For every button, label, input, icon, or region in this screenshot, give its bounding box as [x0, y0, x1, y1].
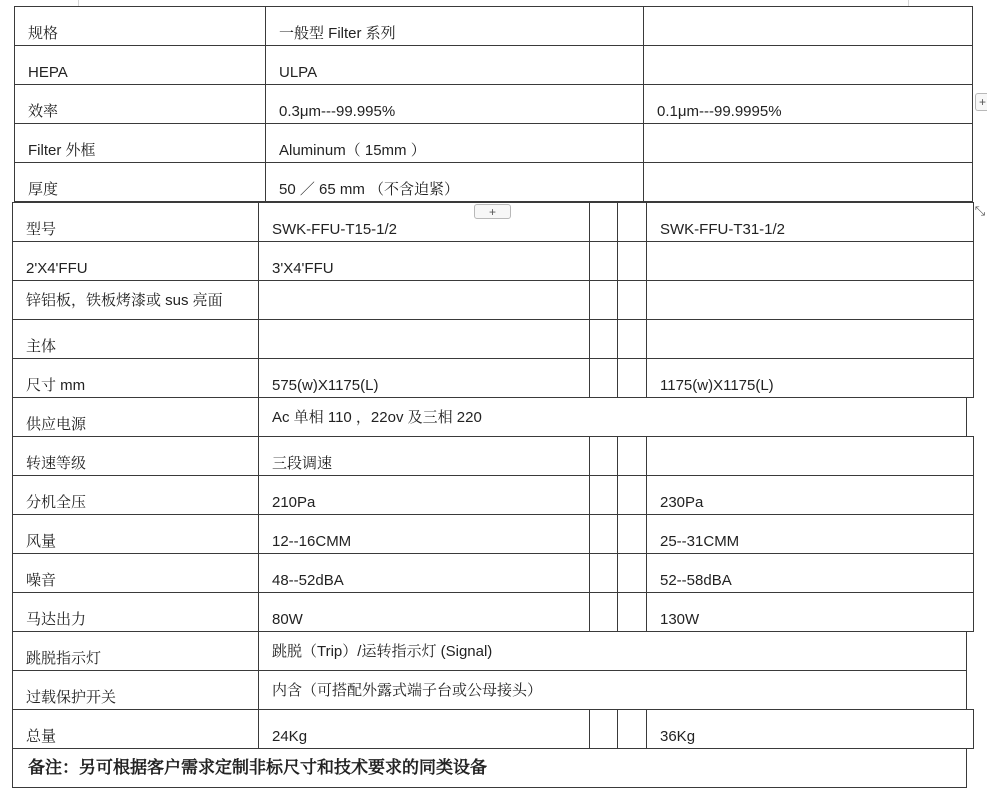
add-column-button[interactable]: + [975, 93, 987, 111]
spec-label-cell: Filter 外框 [14, 123, 266, 163]
ffu-value-cell: 12--16CMM [258, 514, 590, 554]
ffu-merged-value-cell: 跳脱（Trip）/运转指示灯 (Signal) [258, 631, 967, 671]
ffu-label-cell: 2'X4'FFU [12, 241, 259, 281]
ffu-value-cell: 80W [258, 592, 590, 632]
ffu-label-cell: 总量 [12, 709, 259, 749]
ffu-value-cell-alt: 52--58dBA [646, 553, 974, 593]
ffu-spacer-cell [589, 202, 618, 242]
spec-label-cell: HEPA [14, 45, 266, 85]
spec-value-cell-alt [643, 162, 973, 202]
ffu-value-cell: 3'X4'FFU [258, 241, 590, 281]
ffu-spacer-cell [589, 592, 618, 632]
ffu-value-cell [258, 280, 590, 320]
ffu-label-cell: 尺寸 mm [12, 358, 259, 398]
ffu-spacer-cell [617, 280, 647, 320]
ffu-spacer-cell [617, 319, 647, 359]
ffu-spacer-cell [589, 436, 618, 476]
ffu-spacer-cell [589, 241, 618, 281]
ffu-spacer-cell [617, 475, 647, 515]
ffu-value-cell-alt [646, 319, 974, 359]
ffu-label-cell: 分机全压 [12, 475, 259, 515]
ffu-label-cell: 型号 [12, 202, 259, 242]
ffu-spacer-cell [617, 202, 647, 242]
ffu-spacer-cell [617, 436, 647, 476]
ffu-value-cell: 575(w)X1175(L) [258, 358, 590, 398]
ffu-value-cell-alt: SWK-FFU-T31-1/2 [646, 202, 974, 242]
ffu-merged-value-cell: Ac 单相 110 ，22ov 及三相 220 [258, 397, 967, 437]
ffu-value-cell: 210Pa [258, 475, 590, 515]
ffu-label-cell: 锌铝板，铁板烤漆或 sus 亮面 [12, 280, 259, 320]
ffu-spacer-cell [617, 358, 647, 398]
ffu-value-cell-alt: 130W [646, 592, 974, 632]
spec-value-cell-alt [643, 123, 973, 163]
spec-value-cell-alt [643, 45, 973, 85]
spec-value-cell-alt [643, 6, 973, 46]
add-row-button[interactable]: + [474, 204, 511, 219]
ffu-value-cell-alt [646, 241, 974, 281]
ffu-label-cell: 跳脱指示灯 [12, 631, 259, 671]
spec-value-cell: 50 ／ 65 mm （不含迫紧） [265, 162, 644, 202]
ffu-spacer-cell [617, 592, 647, 632]
table-resize-handle[interactable]: ⤡ [974, 202, 986, 218]
ffu-label-cell: 过载保护开关 [12, 670, 259, 710]
ffu-label-cell: 供应电源 [12, 397, 259, 437]
spec-value-cell: ULPA [265, 45, 644, 85]
spec-label-cell: 厚度 [14, 162, 266, 202]
ffu-spacer-cell [589, 709, 618, 749]
spec-label-cell: 规格 [14, 6, 266, 46]
spec-value-cell: 一般型 Filter 系列 [265, 6, 644, 46]
ffu-spacer-cell [617, 241, 647, 281]
ffu-value-cell [258, 319, 590, 359]
ffu-spacer-cell [617, 514, 647, 554]
ffu-label-cell: 马达出力 [12, 592, 259, 632]
ffu-spacer-cell [617, 553, 647, 593]
ffu-value-cell-alt [646, 280, 974, 320]
spec-value-cell: 0.3μm---99.995% [265, 84, 644, 124]
ffu-label-cell: 风量 [12, 514, 259, 554]
ffu-spacer-cell [589, 358, 618, 398]
ffu-merged-value-cell: 内含（可搭配外露式端子台或公母接头） [258, 670, 967, 710]
ffu-spacer-cell [589, 319, 618, 359]
ffu-value-cell-alt: 1175(w)X1175(L) [646, 358, 974, 398]
spec-value-cell: Aluminum（ 15mm ） [265, 123, 644, 163]
spec-value-cell-alt: 0.1μm---99.9995% [643, 84, 973, 124]
ffu-value-cell: SWK-FFU-T15-1/2 [258, 202, 590, 242]
ffu-spacer-cell [589, 280, 618, 320]
ffu-label-cell: 噪音 [12, 553, 259, 593]
ffu-spacer-cell [617, 709, 647, 749]
ffu-value-cell-alt [646, 436, 974, 476]
remarks-note: 备注：另可根据客户需求定制非标尺寸和技术要求的同类设备 [12, 748, 967, 788]
spec-label-cell: 效率 [14, 84, 266, 124]
ffu-value-cell-alt: 230Pa [646, 475, 974, 515]
ffu-value-cell-alt: 36Kg [646, 709, 974, 749]
ffu-value-cell-alt: 25--31CMM [646, 514, 974, 554]
ffu-value-cell: 24Kg [258, 709, 590, 749]
ffu-spacer-cell [589, 553, 618, 593]
ffu-label-cell: 主体 [12, 319, 259, 359]
ffu-value-cell: 三段调速 [258, 436, 590, 476]
ffu-label-cell: 转速等级 [12, 436, 259, 476]
ffu-spacer-cell [589, 475, 618, 515]
ffu-spacer-cell [589, 514, 618, 554]
ffu-value-cell: 48--52dBA [258, 553, 590, 593]
